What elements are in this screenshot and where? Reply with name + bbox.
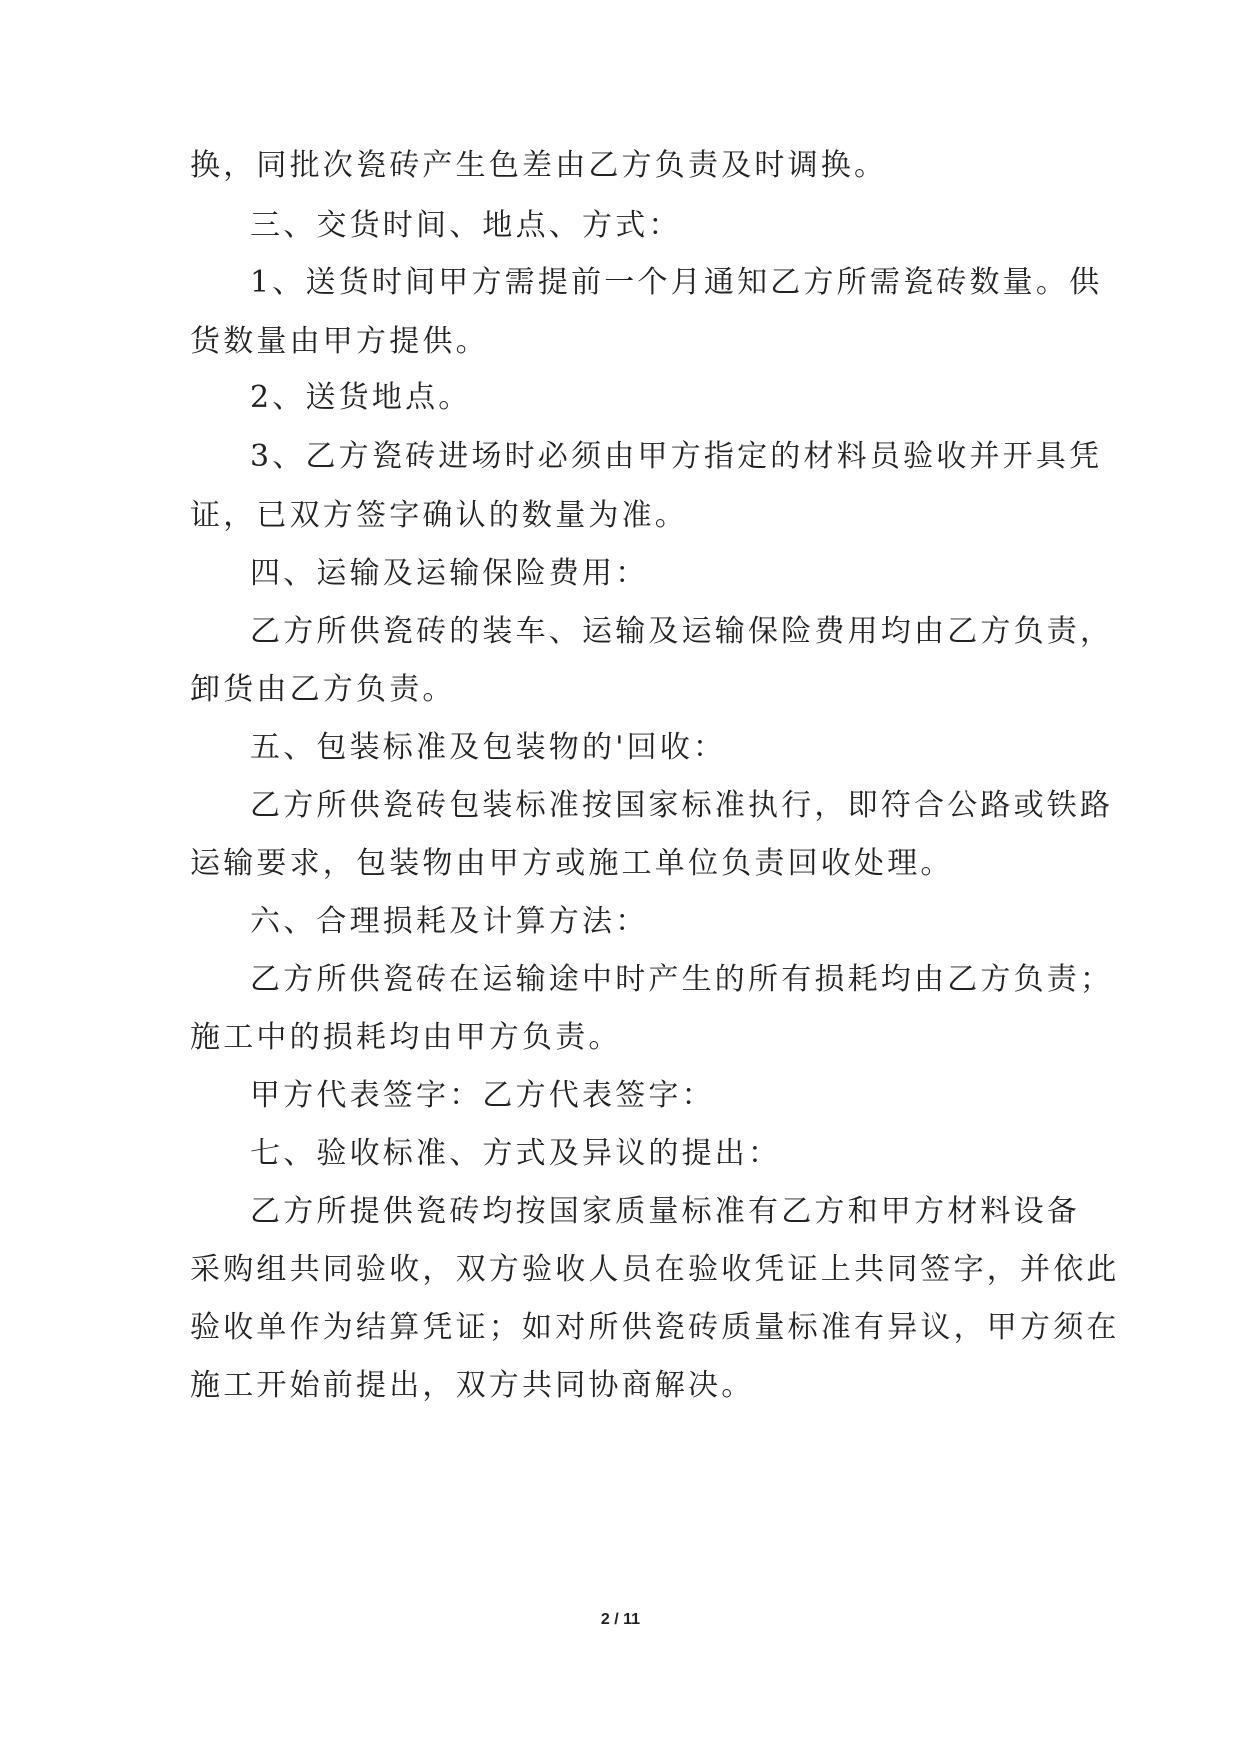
text-line: 货数量由甲方提供。 [190, 324, 489, 359]
section-heading: 七、验收标准、方式及异议的提出： [250, 1136, 782, 1171]
section-heading: 三、交货时间、地点、方式： [250, 208, 682, 243]
text-line: 3、乙方瓷砖进场时必须由甲方指定的材料员验收并开具凭 [250, 439, 1103, 474]
text-line: 施工中的损耗均由甲方负责。 [190, 1020, 622, 1055]
text-line: 乙方所提供瓷砖均按国家质量标准有乙方和甲方材料设备 [250, 1194, 1080, 1229]
text-line: 2、送货地点。 [250, 380, 472, 415]
signature-line: 甲方代表签字：乙方代表签字： [250, 1078, 715, 1113]
text-line: 卸货由乙方负责。 [190, 672, 456, 707]
page-number: 2 / 11 [600, 1611, 641, 1628]
section-heading: 四、运输及运输保险费用： [250, 556, 649, 591]
text-line: 换，同批次瓷砖产生色差由乙方负责及时调换。 [190, 148, 888, 183]
text-line: 验收单作为结算凭证；如对所供瓷砖质量标准有异议，甲方须在 [190, 1310, 1120, 1345]
section-heading: 五、包装标准及包装物的'回收： [250, 730, 727, 765]
text-line: 乙方所供瓷砖包装标准按国家标准执行，即符合公路或铁路 [250, 788, 1114, 823]
text-line: 采购组共同验收，双方验收人员在验收凭证上共同签字，并依此 [190, 1252, 1120, 1287]
section-heading: 六、合理损耗及计算方法： [250, 904, 649, 939]
text-line: 1、送货时间甲方需提前一个月通知乙方所需瓷砖数量。供 [250, 265, 1103, 300]
text-line: 乙方所供瓷砖在运输途中时产生的所有损耗均由乙方负责； [250, 962, 1114, 997]
text-line: 证，已双方签字确认的数量为准。 [190, 498, 688, 533]
text-line: 施工开始前提出，双方共同协商解决。 [190, 1368, 755, 1403]
text-line: 运输要求，包装物由甲方或施工单位负责回收处理。 [190, 846, 954, 881]
text-line: 乙方所供瓷砖的装车、运输及运输保险费用均由乙方负责， [250, 614, 1114, 649]
